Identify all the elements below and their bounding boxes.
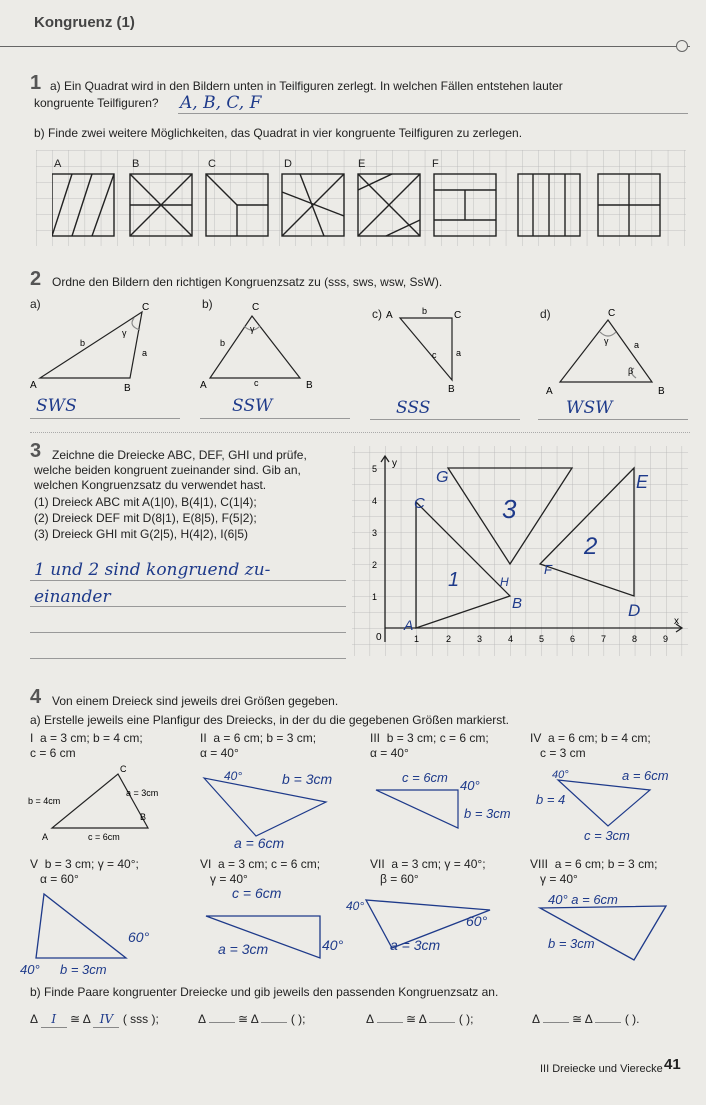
- task2-number: 2: [30, 268, 42, 290]
- h-III-side: b = 3cm: [464, 806, 511, 821]
- hand-B: B: [512, 595, 523, 612]
- hand-G: G: [436, 469, 449, 486]
- sk1-c: c = 6cm: [88, 832, 120, 842]
- xtick-2: 2: [446, 634, 452, 644]
- header-circle-icon: [676, 40, 688, 52]
- h-II-side: b = 3cm: [282, 771, 333, 787]
- item-III-l2: α = 40°: [370, 746, 409, 760]
- hand-E: E: [636, 472, 649, 492]
- item-I-l2: c = 6 cm: [30, 746, 76, 760]
- pair-1-v2[interactable]: IV: [93, 1012, 119, 1028]
- task4-b-text: b) Finde Paare kongruenter Dreiecke und gib jeweils den passenden Kongruenzsatz an.: [30, 985, 499, 999]
- t2b-b: b: [220, 338, 226, 348]
- t2d-gamma: γ: [604, 336, 609, 346]
- pair-2-v2[interactable]: [261, 1022, 287, 1023]
- task2-part-c-label: c): [372, 307, 382, 321]
- h-VI-angle: 40°: [322, 937, 344, 953]
- t2c-b: b: [422, 306, 428, 316]
- task4-row2-sketches: [20, 886, 692, 978]
- task2-separator: [30, 432, 690, 433]
- task2-line-c: [370, 419, 520, 420]
- item-IV-l2: c = 3 cm: [540, 746, 586, 760]
- h-VII-right: 60°: [466, 913, 488, 929]
- hand-F: F: [544, 562, 552, 577]
- h-II-top: 40°: [224, 769, 243, 783]
- t2d-beta: β: [628, 366, 634, 376]
- pair-4-v2[interactable]: [595, 1022, 621, 1023]
- ytick-4: 4: [372, 496, 378, 506]
- ytick-2: 2: [372, 560, 378, 570]
- h-VII-left: 40°: [346, 899, 365, 913]
- xtick-6: 6: [570, 634, 576, 644]
- page-number: 41: [664, 1056, 681, 1073]
- task2-line-b: [200, 418, 350, 419]
- xtick-4: 4: [508, 634, 514, 644]
- item-VIII-l2: γ = 40°: [540, 872, 578, 886]
- h-VIII-left: b = 3cm: [548, 936, 595, 951]
- t2d-a: a: [634, 340, 640, 350]
- t2b-A: A: [200, 380, 207, 391]
- fig-label-f: F: [432, 158, 439, 170]
- h-II-bottom: a = 6cm: [234, 835, 285, 850]
- task1-number: 1: [30, 72, 42, 94]
- t2a-b: b: [80, 338, 86, 348]
- sk1-A: A: [42, 832, 49, 842]
- ytick-3: 3: [372, 528, 378, 538]
- task4-number: 4: [30, 686, 42, 708]
- task1-b-text: b) Finde zwei weitere Möglichkeiten, das Quadrat in vier kongruente Teilfiguren zu zerlegen.: [34, 126, 523, 140]
- pair-3: Δ ≅ Δ ( );: [366, 1012, 474, 1026]
- hand-3: 3: [502, 494, 517, 524]
- h-VI-top: c = 6cm: [232, 886, 282, 901]
- task3-line-1: Zeichne die Dreiecke ABC, DEF, GHI und prüfe,: [52, 448, 307, 462]
- pair-2-v1[interactable]: [209, 1022, 235, 1023]
- t2c-A: A: [386, 310, 393, 321]
- t2c-B: B: [448, 384, 455, 395]
- task3-ans-line-2: [30, 606, 346, 607]
- pair-1: Δ I ≅ Δ IV ( sss );: [30, 1012, 159, 1026]
- h-VI-left: a = 3cm: [218, 941, 269, 957]
- ytick-5: 5: [372, 464, 378, 474]
- h-III-angle: 40°: [460, 778, 480, 793]
- t2d-C: C: [608, 308, 616, 319]
- task3-answer-2[interactable]: einander: [34, 587, 111, 607]
- sk1-C: C: [120, 764, 127, 774]
- h-V-bottom: b = 3cm: [60, 962, 107, 977]
- task1-a-text2: kongruente Teilfiguren?: [34, 96, 159, 110]
- task4-a-text: a) Erstelle jeweils eine Planfigur des Dreiecks, in der du die gegebenen Größen markierst.: [30, 713, 509, 727]
- t2a-a: a: [142, 348, 148, 358]
- xtick-7: 7: [601, 634, 607, 644]
- item-I-l1: I a = 3 cm; b = 4 cm;: [30, 731, 143, 745]
- h-V-angle: 60°: [128, 929, 150, 945]
- t2b-c: c: [254, 378, 259, 388]
- item-IV-l1: IV a = 6 cm; b = 4 cm;: [530, 731, 651, 745]
- task2-part-a-label: a): [30, 297, 41, 311]
- fig-label-a: A: [54, 158, 62, 170]
- task3-ans-line-3: [30, 632, 346, 633]
- h-IV-right: a = 6cm: [622, 768, 669, 783]
- ytick-1: 1: [372, 592, 378, 602]
- t2a-C: C: [142, 302, 150, 313]
- xtick-5: 5: [539, 634, 545, 644]
- fig-label-c: C: [208, 158, 216, 170]
- task2-text: Ordne den Bildern den richtigen Kongruenzsatz zu (sss, sws, wsw, SsW).: [52, 275, 443, 289]
- task3-line-5: (2) Dreieck DEF mit D(8|1), E(8|5), F(5|2);: [34, 511, 257, 525]
- sk1-B: B: [140, 812, 147, 822]
- fig-label-d: D: [284, 158, 292, 170]
- task3-ans-line-4: [30, 658, 346, 659]
- task1-figures: [52, 172, 692, 238]
- task3-line-4: (1) Dreieck ABC mit A(1|0), B(4|1), C(1|4);: [34, 495, 257, 509]
- t2c-c: c: [432, 350, 437, 360]
- h-VII-bottom: a = 3cm: [390, 937, 441, 953]
- task2-line-d: [538, 419, 688, 420]
- xtick-9: 9: [663, 634, 669, 644]
- item-V-l1: V b = 3 cm; γ = 40°;: [30, 857, 139, 871]
- hand-1: 1: [448, 569, 460, 591]
- h-IV-left: b = 4: [536, 792, 566, 807]
- task2-triangles: [30, 300, 690, 400]
- task2-part-b-label: b): [202, 297, 213, 311]
- item-II-l1: II a = 6 cm; b = 3 cm;: [200, 731, 317, 745]
- axis-x-label: x: [674, 616, 679, 627]
- item-VII-l2: β = 60°: [380, 872, 419, 886]
- task1-a-answer[interactable]: A, B, C, F: [180, 93, 262, 113]
- item-VIII-l1: VIII a = 6 cm; b = 3 cm;: [530, 857, 658, 871]
- t2d-A: A: [546, 386, 553, 397]
- task2-answer-c[interactable]: SSS: [396, 398, 431, 418]
- h-III-top: c = 6cm: [402, 770, 448, 785]
- t2d-B: B: [658, 386, 665, 397]
- hand-H: H: [500, 575, 509, 589]
- task1-answer-line: [178, 113, 688, 114]
- task3-ans-line-1: [30, 580, 346, 581]
- t2a-gamma: γ: [122, 328, 127, 338]
- task4-row1-sketches: [28, 760, 692, 850]
- task2-answer-a[interactable]: SWS: [36, 396, 77, 416]
- footer-chapter: III Dreiecke und Vierecke: [540, 1063, 663, 1075]
- task2-line-a: [30, 418, 180, 419]
- t2c-C: C: [454, 310, 462, 321]
- task1-a-text: a) Ein Quadrat wird in den Bildern unten in Teilfiguren zerlegt. In welchen Fällen entstehen lauter: [50, 79, 563, 93]
- fig-label-b: B: [132, 158, 140, 170]
- task3-coordinate-system: [352, 446, 688, 656]
- sk1-b: b = 4cm: [28, 796, 61, 806]
- t2a-A: A: [30, 380, 37, 391]
- task2-part-d-label: d): [540, 307, 551, 321]
- hand-2: 2: [584, 533, 598, 560]
- task3-answer-1[interactable]: 1 und 2 sind kongruend zu-: [34, 560, 271, 580]
- task3-number: 3: [30, 440, 42, 462]
- t2c-a: a: [456, 348, 462, 358]
- task4-intro: Von einem Dreieck sind jeweils drei Größen gegeben.: [52, 694, 339, 708]
- pair-4: Δ ≅ Δ ( ).: [532, 1012, 640, 1026]
- t2b-gamma: γ: [250, 324, 255, 334]
- pair-4-v1[interactable]: [543, 1022, 569, 1023]
- xtick-3: 3: [477, 634, 483, 644]
- pair-2: Δ ≅ Δ ( );: [198, 1012, 306, 1026]
- hand-C: C: [414, 495, 425, 512]
- fig-label-e: E: [358, 158, 366, 170]
- hand-D: D: [628, 601, 641, 620]
- item-VI-l1: VI a = 3 cm; c = 6 cm;: [200, 857, 321, 871]
- item-V-l2: α = 60°: [40, 872, 79, 886]
- task3-line-6: (3) Dreieck GHI mit G(2|5), H(4|2), I(6|5): [34, 527, 249, 541]
- task3-line-3: welchen Kongruenzsatz du verwendet hast.: [34, 478, 267, 492]
- pair-1-v1[interactable]: I: [41, 1012, 67, 1028]
- t2b-C: C: [252, 302, 260, 313]
- xtick-8: 8: [632, 634, 638, 644]
- axis-origin: 0: [376, 632, 382, 643]
- page-title: Kongruenz (1): [34, 14, 135, 31]
- task2-answer-d[interactable]: WSW: [566, 398, 613, 418]
- item-II-l2: α = 40°: [200, 746, 239, 760]
- item-III-l1: III b = 3 cm; c = 6 cm;: [370, 731, 489, 745]
- h-VIII-top: 40° a = 6cm: [548, 892, 618, 907]
- h-V-left: 40°: [20, 962, 40, 977]
- xtick-1: 1: [414, 634, 420, 644]
- h-IV-bottom: c = 3cm: [584, 828, 630, 843]
- task2-answer-b[interactable]: SSW: [232, 396, 273, 416]
- header-rule: [0, 46, 690, 47]
- task3-line-2: welche beiden kongruent zueinander sind. Gib an,: [34, 463, 301, 477]
- pair-3-v1[interactable]: [377, 1022, 403, 1023]
- axis-y-label: y: [392, 458, 397, 469]
- pair-3-v2[interactable]: [429, 1022, 455, 1023]
- sk1-a: a = 3cm: [126, 788, 159, 798]
- t2a-B: B: [124, 383, 131, 394]
- item-VII-l1: VII a = 3 cm; γ = 40°;: [370, 857, 486, 871]
- item-VI-l2: γ = 40°: [210, 872, 248, 886]
- h-IV-angle: 40°: [552, 769, 569, 781]
- hand-A: A: [404, 617, 414, 633]
- t2b-B: B: [306, 380, 313, 391]
